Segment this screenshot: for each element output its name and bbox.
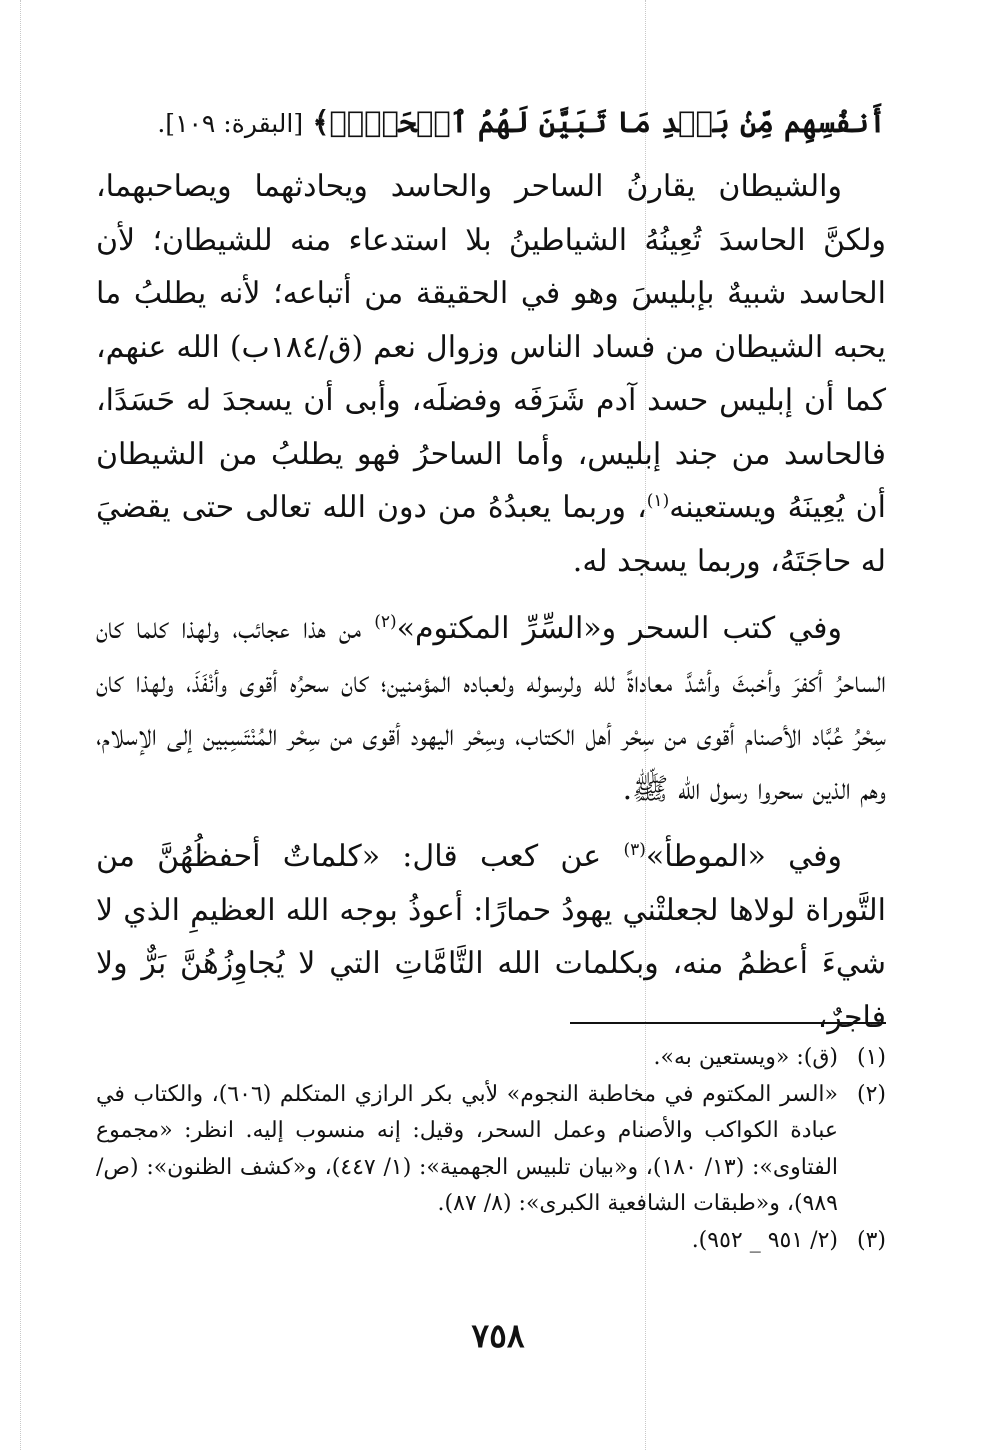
footnote-text: (ق): «ويستعين به». xyxy=(653,1045,838,1070)
verse-reference: [البقرة: ١٠٩]. xyxy=(157,109,304,138)
footnote-marker: (٢) xyxy=(374,612,397,632)
footnote-marker: (٣) xyxy=(623,840,646,860)
paragraph: والشيطان يقارنُ الساحر والحاسد ويحادثهما ويصاحبهما، ولكنَّ الحاسدَ تُعِينُهُ الشياطينُ بلا استدعاء منه للشيطان؛ لأن الحاسد شبيهٌ بإبليسَ وهو في الحقيقة من أتباعه؛ لأنه يطلبُ ما يحبه الشيطان من فساد الناس وزوال نعم (ق/١٨٤ب) الله عنهم، كما أن إبليس حسد آدم شَرَفَه وفضلَه، وأبى أن يسجدَ له حَسَدًا، فالحاسد من جند إبليس، وأما الساحرُ فهو يطلبُ من الشيطان أن يُعِينَهُ ويستعينه$^{(١)}$، وربما يعبدُهُ من دون الله تعالى حتى يقضيَ له حاجَتَهُ، وربما يسجد له. xyxy=(96,169,886,579)
footnotes xyxy=(96,1040,886,1259)
page-number: ٧٥٨ xyxy=(471,1316,525,1355)
footnote-text: «السر المكتوم في مخاطبة النجوم» لأبي بكر الرازي المتكلم (٦٠٦)، والكتاب في عبادة الكواكب والأصنام وعمل السحر، وقيل: إنه منسوب إليه. انظر: «مجموع الفتاوى»: (١٣/ ١٨٠)، و«بيان تلبيس الجهمية»: (١/ ٤٤٧)، و«كشف الظنون»: (ص/ ٩٨٩)، و«طبقات الشافعية الكبرى»: (٨/ ٨٧). xyxy=(96,1081,839,1216)
footnote xyxy=(96,1040,886,1077)
footnote-number: (٣) xyxy=(856,1227,886,1253)
scan-edge-line xyxy=(20,0,21,1450)
footnote-text: (٢/ ٩٥١ _ ٩٥٢). xyxy=(691,1227,838,1253)
paragraph: وفي كتب السحر و«السِّرِّ المكتوم»$^{(٢)}$ من هذا عجائب، ولهذا كلما كان الساحرُ أكفرَ وأخبثَ وأشدَّ معاداةً لله ولرسوله ولعباده المؤمنين؛ كان سحرُه أقوى وأنْفَذَ، ولهذا كان سِحْرُ عُبَّاد الأصنام أقوى من سِحْر أهل الكتاب، وسِحْر اليهود أقوى من سِحْر المُنْتَسِبين إلى الإسلام، وهم الذين سحروا رسول الله ﷺ. xyxy=(96,611,886,807)
footnote xyxy=(96,1223,886,1260)
footnote-divider xyxy=(570,1022,886,1024)
footnote-number: (٢) xyxy=(856,1081,886,1107)
verse-continuation xyxy=(96,92,886,154)
footnote-marker: (١) xyxy=(646,491,670,511)
footnote xyxy=(96,1077,886,1223)
paragraph: وفي «الموطأ»$^{(٣)}$ عن كعب قال: «كلماتٌ أحفظُهُنَّ من التَّوراة لولاها لجعلتْني يهودُ حمارًا: أعوذُ بوجه الله العظيمِ الذي لا شيءَ أعظمُ منه، وبكلمات الله التَّامَّاتِ التي لا يُجاوِزُهُنَّ بَرٌّ ولا فاجرٌ، xyxy=(96,839,886,1035)
footnote-number: (١) xyxy=(856,1045,886,1070)
main-body xyxy=(96,160,886,1044)
quran-verse-fragment: أَنفُسِهِم مِّنۢ بَعۡدِ مَا تَبَيَّنَ لَهُمُ ٱلۡحَقُّۖ﴾ xyxy=(312,105,886,139)
